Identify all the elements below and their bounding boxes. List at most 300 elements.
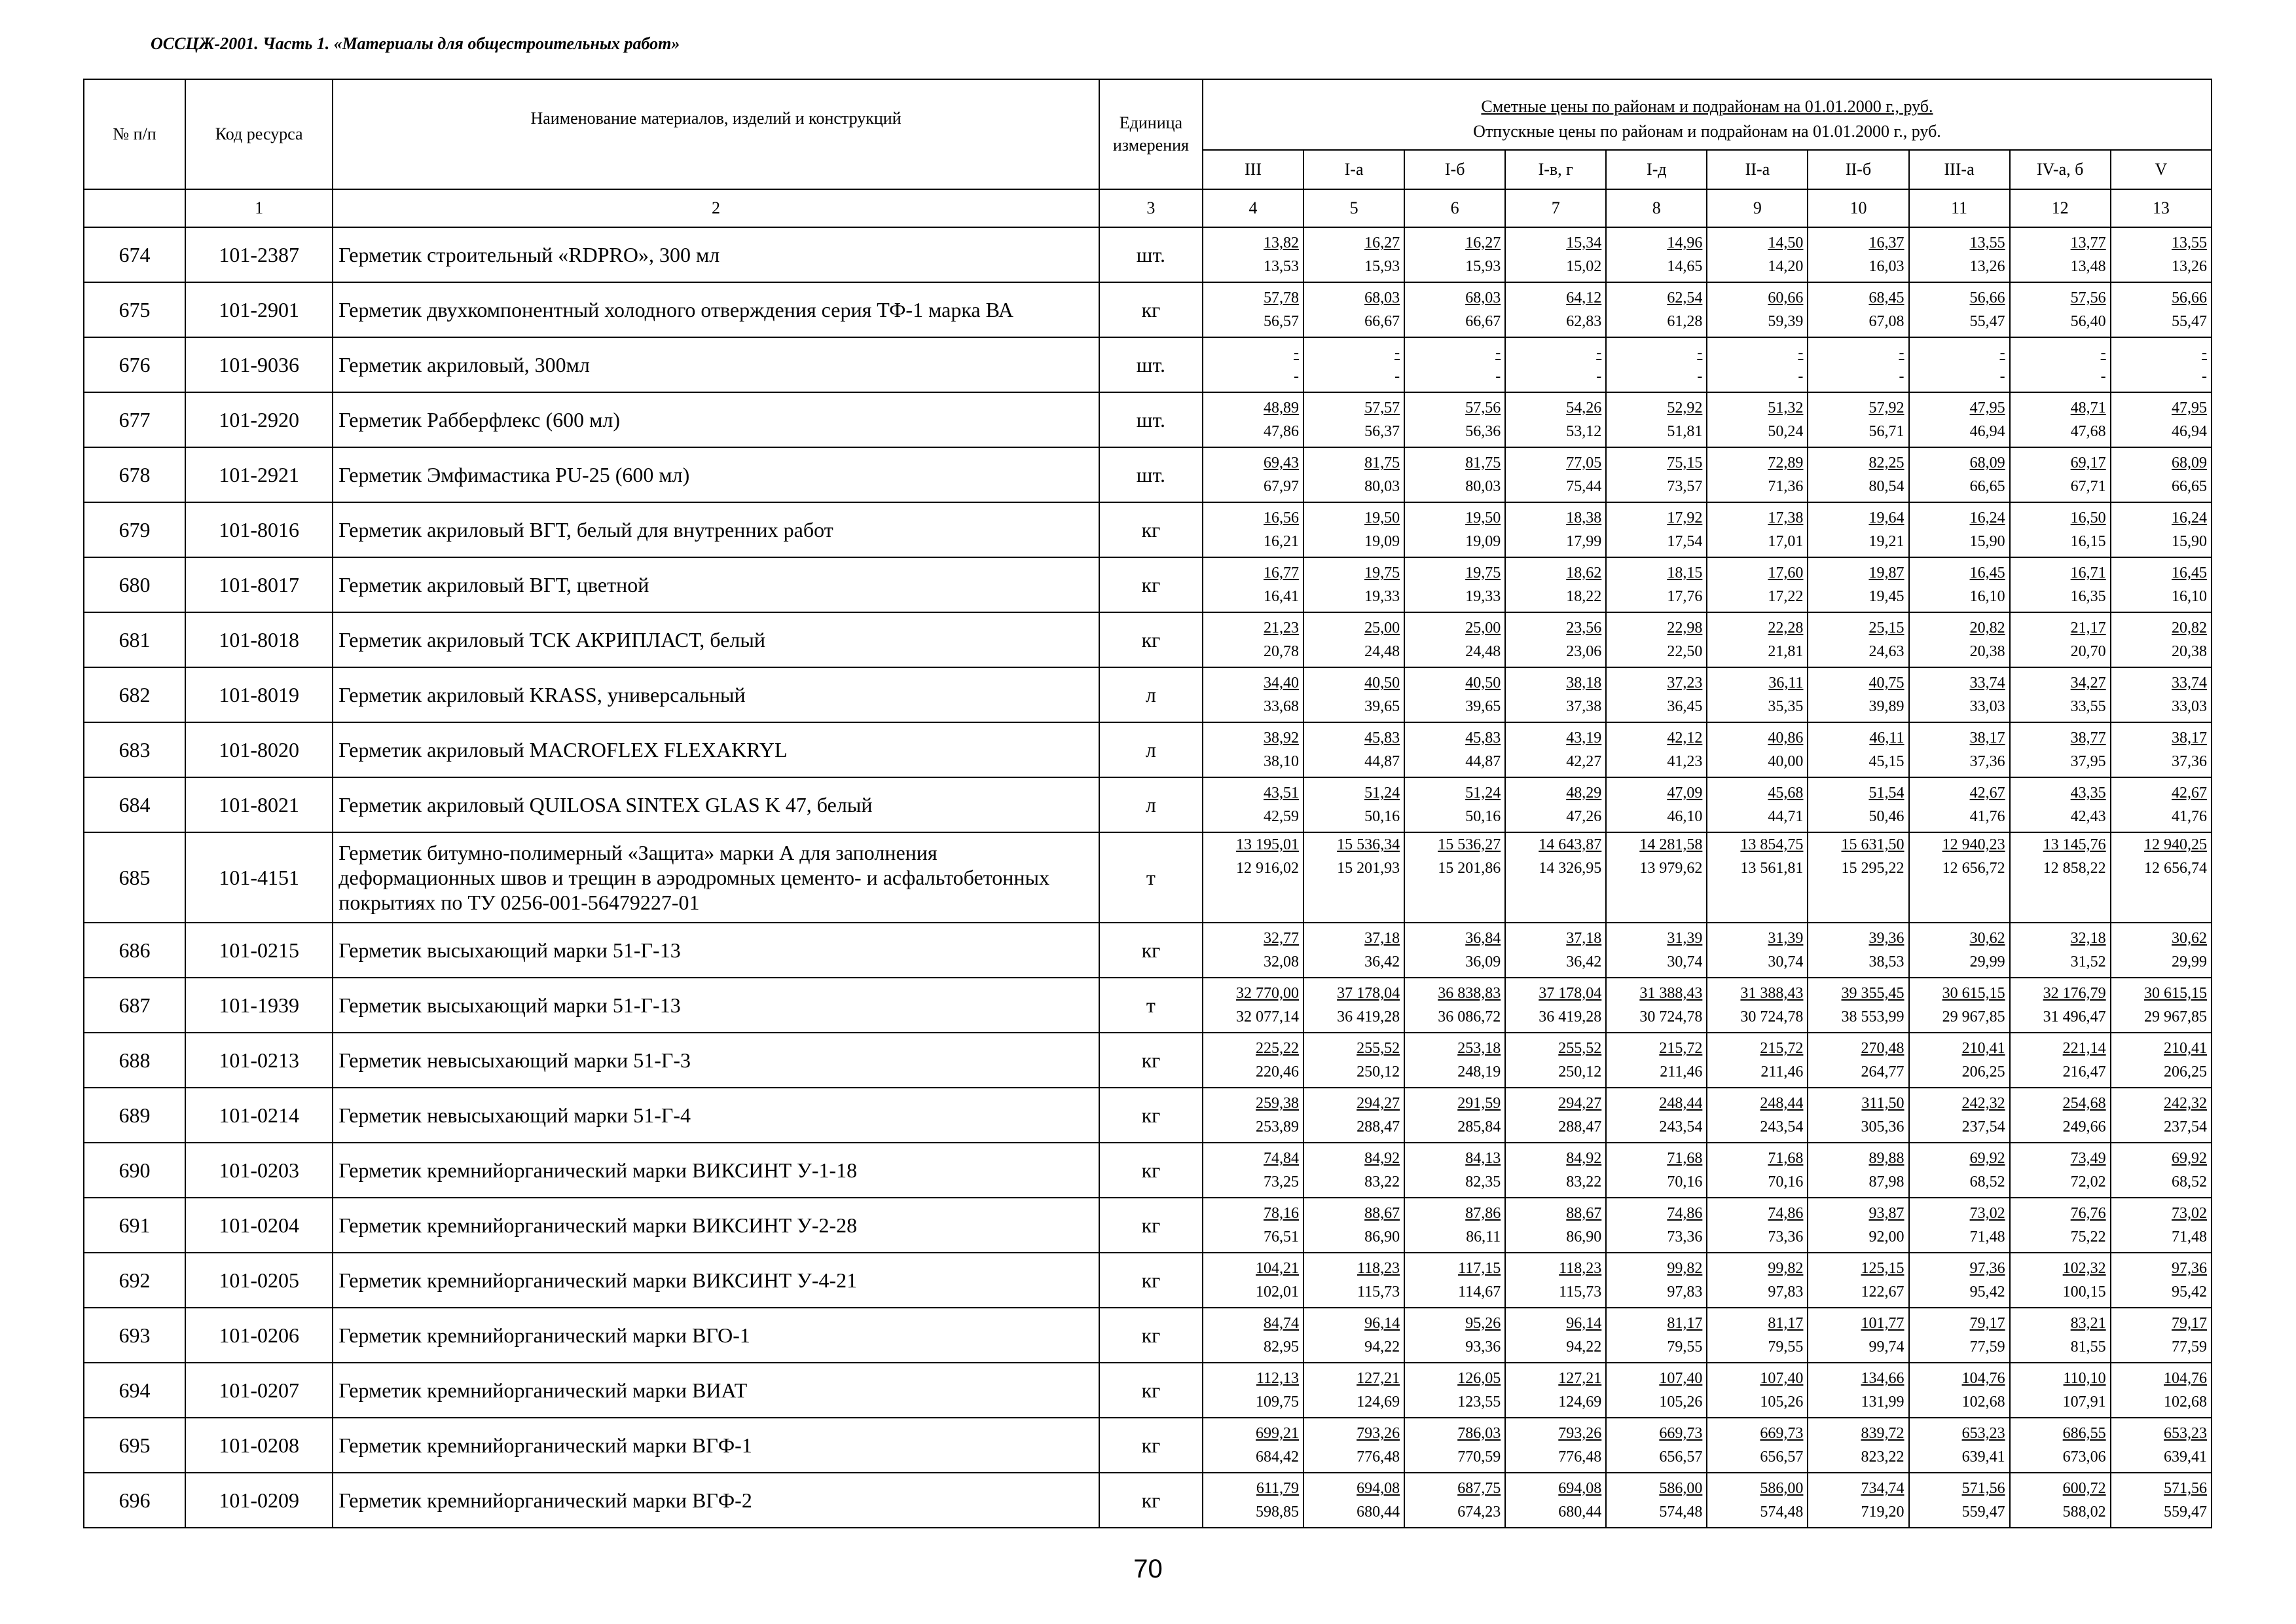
price-cell bbox=[2010, 1088, 2111, 1143]
price-cell bbox=[1909, 557, 2010, 612]
release-price: 18,22 bbox=[1566, 588, 1602, 605]
table-row bbox=[84, 557, 2212, 612]
column-number: 7 bbox=[1505, 189, 1606, 227]
column-number: 6 bbox=[1404, 189, 1505, 227]
row-number: 689 bbox=[84, 1088, 185, 1143]
price-cell bbox=[1707, 447, 1808, 502]
price-cell bbox=[1303, 1033, 1404, 1088]
material-name: Герметик акриловый KRASS, универсальный bbox=[333, 667, 1099, 722]
estimate-price: 14,96 bbox=[1667, 234, 1703, 251]
estimate-price: 96,14 bbox=[1364, 1315, 1400, 1332]
row-number: 688 bbox=[84, 1033, 185, 1088]
row-number: 694 bbox=[84, 1363, 185, 1418]
price-cell bbox=[1606, 1253, 1707, 1308]
release-price: 61,28 bbox=[1667, 313, 1703, 330]
row-number: 679 bbox=[84, 502, 185, 557]
price-cell bbox=[1404, 832, 1505, 923]
estimate-price: 81,17 bbox=[1768, 1315, 1804, 1332]
estimate-price: 14 281,58 bbox=[1639, 836, 1703, 853]
estimate-price: 23,56 bbox=[1566, 619, 1602, 637]
price-cell bbox=[1909, 502, 2010, 557]
price-cell bbox=[1303, 1143, 1404, 1198]
release-price: 46,94 bbox=[2172, 423, 2207, 440]
price-cell bbox=[1505, 777, 1606, 832]
release-price: 30,74 bbox=[1768, 953, 1804, 970]
price-cell bbox=[2111, 1418, 2212, 1473]
estimate-price: 270,48 bbox=[1861, 1040, 1904, 1057]
price-cell bbox=[1707, 1253, 1808, 1308]
estimate-price: 30 615,15 bbox=[1942, 985, 2005, 1002]
release-price: 39,65 bbox=[1465, 698, 1501, 715]
estimate-price: 242,32 bbox=[1961, 1095, 2005, 1112]
estimate-price: 32,77 bbox=[1264, 930, 1300, 947]
estimate-price: 839,72 bbox=[1861, 1425, 1904, 1442]
release-price: 33,55 bbox=[2070, 698, 2106, 715]
material-name: Герметик кремнийорганический марки ВГО-1 bbox=[333, 1308, 1099, 1363]
estimate-price: 69,43 bbox=[1264, 454, 1300, 471]
estimate-price: 586,00 bbox=[1659, 1480, 1703, 1497]
estimate-price: 118,23 bbox=[1559, 1260, 1602, 1277]
estimate-price: 42,67 bbox=[1969, 784, 2005, 802]
price-cell bbox=[1909, 1253, 2010, 1308]
release-price: 19,09 bbox=[1465, 533, 1501, 550]
price-cell bbox=[2111, 447, 2212, 502]
release-price: - bbox=[1798, 368, 1804, 385]
estimate-price: 81,75 bbox=[1364, 454, 1400, 471]
price-cell bbox=[2111, 1143, 2212, 1198]
estimate-price: 31,39 bbox=[1667, 930, 1703, 947]
release-price: 44,87 bbox=[1465, 753, 1501, 770]
column-number: 12 bbox=[2010, 189, 2111, 227]
price-cell bbox=[2010, 502, 2111, 557]
price-cell bbox=[1808, 722, 1908, 777]
region-header: III bbox=[1203, 150, 1303, 189]
material-name: Герметик высыхающий марки 51-Г-13 bbox=[333, 923, 1099, 978]
release-price: 80,03 bbox=[1364, 478, 1400, 495]
estimate-price: 16,27 bbox=[1465, 234, 1501, 251]
estimate-price: 39 355,45 bbox=[1841, 985, 1904, 1002]
release-price: 243,54 bbox=[1760, 1118, 1804, 1135]
estimate-price: 38,17 bbox=[2172, 729, 2207, 747]
price-cell bbox=[2010, 1363, 2111, 1418]
price-cell bbox=[1606, 777, 1707, 832]
release-price: 46,94 bbox=[1969, 423, 2005, 440]
estimate-price: 16,24 bbox=[2172, 509, 2207, 526]
price-cell bbox=[1606, 1473, 1707, 1528]
estimate-price: 43,19 bbox=[1566, 729, 1602, 747]
price-cell bbox=[1505, 1253, 1606, 1308]
price-cell bbox=[1707, 282, 1808, 337]
table-row bbox=[84, 282, 2212, 337]
page-number: 70 bbox=[1133, 1555, 1163, 1583]
price-cell bbox=[1505, 1308, 1606, 1363]
price-cell bbox=[1909, 1308, 2010, 1363]
price-cell bbox=[1808, 1088, 1908, 1143]
release-price: 19,33 bbox=[1364, 588, 1400, 605]
price-cell bbox=[1505, 447, 1606, 502]
estimate-price: 57,92 bbox=[1868, 399, 1904, 416]
region-header: I-б bbox=[1404, 150, 1505, 189]
price-cell bbox=[1606, 1363, 1707, 1418]
estimate-price: 43,51 bbox=[1264, 784, 1300, 802]
material-name: Герметик Рабберфлекс (600 мл) bbox=[333, 392, 1099, 447]
row-number: 681 bbox=[84, 612, 185, 667]
release-price: 123,55 bbox=[1457, 1393, 1501, 1411]
release-price: 22,50 bbox=[1667, 643, 1703, 660]
estimate-price: 48,29 bbox=[1566, 784, 1602, 802]
estimate-price: 36 838,83 bbox=[1438, 985, 1501, 1002]
price-cell bbox=[1808, 1473, 1908, 1528]
estimate-price: 74,86 bbox=[1768, 1205, 1804, 1222]
release-price: 71,48 bbox=[1969, 1228, 2005, 1246]
estimate-price: 95,26 bbox=[1465, 1315, 1501, 1332]
price-cell bbox=[1909, 1363, 2010, 1418]
release-price: 68,52 bbox=[2172, 1173, 2207, 1190]
price-cell bbox=[1303, 832, 1404, 923]
estimate-price: 47,09 bbox=[1667, 784, 1703, 802]
price-cell bbox=[1404, 722, 1505, 777]
estimate-price: 40,75 bbox=[1868, 674, 1904, 692]
price-cell bbox=[1808, 1033, 1908, 1088]
estimate-price: 18,62 bbox=[1566, 564, 1602, 581]
resource-code: 101-0205 bbox=[185, 1253, 333, 1308]
release-price: 105,26 bbox=[1760, 1393, 1804, 1411]
row-number: 692 bbox=[84, 1253, 185, 1308]
release-price: 211,46 bbox=[1760, 1063, 1804, 1080]
release-price: 13 561,81 bbox=[1740, 860, 1804, 877]
estimate-price: 82,25 bbox=[1868, 454, 1904, 471]
estimate-price: 104,76 bbox=[2164, 1370, 2207, 1387]
release-price: 16,21 bbox=[1264, 533, 1300, 550]
release-price: 13 979,62 bbox=[1639, 860, 1703, 877]
estimate-price: 254,68 bbox=[2062, 1095, 2106, 1112]
estimate-price: 669,73 bbox=[1760, 1425, 1804, 1442]
price-cell bbox=[1707, 1198, 1808, 1253]
price-cell bbox=[2111, 392, 2212, 447]
resource-code: 101-9036 bbox=[185, 337, 333, 392]
price-cell bbox=[2010, 777, 2111, 832]
table-row bbox=[84, 1033, 2212, 1088]
release-price: 32,08 bbox=[1264, 953, 1300, 970]
region-header: II-а bbox=[1707, 150, 1808, 189]
unit-of-measure: кг bbox=[1099, 1253, 1203, 1308]
estimate-price: 51,32 bbox=[1768, 399, 1804, 416]
release-price: 86,90 bbox=[1566, 1228, 1602, 1246]
release-price: 16,10 bbox=[1969, 588, 2005, 605]
price-cell bbox=[1303, 1418, 1404, 1473]
estimate-price: 47,95 bbox=[1969, 399, 2005, 416]
release-price: 72,02 bbox=[2070, 1173, 2106, 1190]
release-price: 83,22 bbox=[1364, 1173, 1400, 1190]
estimate-price: 62,54 bbox=[1667, 289, 1703, 306]
release-price: 93,36 bbox=[1465, 1338, 1501, 1356]
release-price: 51,81 bbox=[1667, 423, 1703, 440]
release-price: 102,01 bbox=[1256, 1283, 1300, 1301]
release-price: 15,90 bbox=[1969, 533, 2005, 550]
table-row bbox=[84, 832, 2212, 923]
estimate-price: 84,74 bbox=[1264, 1315, 1300, 1332]
row-number: 678 bbox=[84, 447, 185, 502]
row-number: 683 bbox=[84, 722, 185, 777]
resource-code: 101-0207 bbox=[185, 1363, 333, 1418]
price-title-otpusk: Отпускные цены по районам и подрайонам на 01.01.2000 г., руб. bbox=[1473, 122, 1941, 141]
material-name: Герметик кремнийорганический марки ВИКСИНТ У-4-21 bbox=[333, 1253, 1099, 1308]
release-price: 70,16 bbox=[1667, 1173, 1703, 1190]
column-number: 10 bbox=[1808, 189, 1908, 227]
price-cell bbox=[2111, 777, 2212, 832]
unit-of-measure: т bbox=[1099, 832, 1203, 923]
release-price: 41,76 bbox=[1969, 808, 2005, 825]
price-cell bbox=[1404, 978, 1505, 1033]
price-cell bbox=[2111, 978, 2212, 1033]
estimate-price: 68,03 bbox=[1364, 289, 1400, 306]
release-price: 81,55 bbox=[2070, 1338, 2106, 1356]
estimate-price: 210,41 bbox=[1961, 1040, 2005, 1057]
price-cell bbox=[2010, 832, 2111, 923]
release-price: 24,48 bbox=[1465, 643, 1501, 660]
price-cell bbox=[1203, 1253, 1303, 1308]
row-number: 680 bbox=[84, 557, 185, 612]
price-cell bbox=[2010, 1198, 2111, 1253]
release-price: 673,06 bbox=[2062, 1449, 2106, 1466]
estimate-price: 68,45 bbox=[1868, 289, 1904, 306]
unit-of-measure: кг bbox=[1099, 1473, 1203, 1528]
release-price: 95,42 bbox=[1969, 1283, 2005, 1301]
release-price: 36,42 bbox=[1566, 953, 1602, 970]
price-cell bbox=[1505, 923, 1606, 978]
page-header: ОССЦЖ-2001. Часть 1. «Материалы для общестроительных работ» bbox=[151, 34, 680, 53]
release-price: 100,15 bbox=[2062, 1283, 2106, 1301]
unit-of-measure: кг bbox=[1099, 502, 1203, 557]
estimate-price: 84,92 bbox=[1566, 1150, 1602, 1167]
price-cell bbox=[1203, 612, 1303, 667]
release-price: 23,06 bbox=[1566, 643, 1602, 660]
estimate-price: 242,32 bbox=[2164, 1095, 2207, 1112]
price-cell bbox=[1203, 1143, 1303, 1198]
release-price: 220,46 bbox=[1256, 1063, 1300, 1080]
price-cell bbox=[1808, 978, 1908, 1033]
estimate-price: 104,76 bbox=[1961, 1370, 2005, 1387]
release-price: 77,59 bbox=[1969, 1338, 2005, 1356]
release-price: 67,97 bbox=[1264, 478, 1300, 495]
release-price: 66,67 bbox=[1465, 313, 1501, 330]
estimate-price: 76,76 bbox=[2070, 1205, 2106, 1222]
price-cell bbox=[1404, 282, 1505, 337]
estimate-price: 134,66 bbox=[1861, 1370, 1904, 1387]
price-cell bbox=[1505, 722, 1606, 777]
price-cell bbox=[1404, 612, 1505, 667]
column-number: 3 bbox=[1099, 189, 1203, 227]
estimate-price: 30 615,15 bbox=[2144, 985, 2207, 1002]
release-price: - bbox=[1697, 368, 1703, 385]
price-cell bbox=[1203, 502, 1303, 557]
estimate-price: 75,15 bbox=[1667, 454, 1703, 471]
release-price: 47,68 bbox=[2070, 423, 2106, 440]
material-name: Герметик Эмфимастика PU-25 (600 мл) bbox=[333, 447, 1099, 502]
estimate-price: 51,24 bbox=[1465, 784, 1501, 802]
row-number: 687 bbox=[84, 978, 185, 1033]
release-price: 684,42 bbox=[1256, 1449, 1300, 1466]
column-number-blank bbox=[84, 189, 185, 227]
price-cell bbox=[1505, 1473, 1606, 1528]
release-price: 15 201,86 bbox=[1438, 860, 1501, 877]
price-cell bbox=[1606, 282, 1707, 337]
price-cell bbox=[1404, 227, 1505, 282]
release-price: 86,11 bbox=[1466, 1228, 1501, 1246]
release-price: 639,41 bbox=[1961, 1449, 2005, 1466]
column-number: 9 bbox=[1707, 189, 1808, 227]
release-price: - bbox=[1294, 368, 1300, 385]
price-cell bbox=[1909, 1033, 2010, 1088]
estimate-price: 699,21 bbox=[1256, 1425, 1300, 1442]
price-cell bbox=[1303, 777, 1404, 832]
release-price: 559,47 bbox=[1961, 1504, 2005, 1521]
release-price: 124,69 bbox=[1558, 1393, 1602, 1411]
price-cell bbox=[1909, 227, 2010, 282]
release-price: 24,63 bbox=[1868, 643, 1904, 660]
release-price: 102,68 bbox=[2164, 1393, 2207, 1411]
price-cell bbox=[1203, 667, 1303, 722]
release-price: 20,78 bbox=[1264, 643, 1300, 660]
estimate-price: 259,38 bbox=[1256, 1095, 1300, 1112]
estimate-price: 83,21 bbox=[2070, 1315, 2106, 1332]
price-cell bbox=[1909, 832, 2010, 923]
price-cell bbox=[1404, 777, 1505, 832]
estimate-price: 31,39 bbox=[1768, 930, 1804, 947]
estimate-price: 73,02 bbox=[1969, 1205, 2005, 1222]
release-price: 656,57 bbox=[1659, 1449, 1703, 1466]
release-price: 19,33 bbox=[1465, 588, 1501, 605]
release-price: 102,68 bbox=[1961, 1393, 2005, 1411]
region-header: IV-а, б bbox=[2010, 150, 2111, 189]
price-cell bbox=[1707, 1363, 1808, 1418]
release-price: 305,36 bbox=[1861, 1118, 1904, 1135]
release-price: 71,36 bbox=[1768, 478, 1804, 495]
price-cell bbox=[1909, 1473, 2010, 1528]
price-cell bbox=[2010, 392, 2111, 447]
release-price: 12 916,02 bbox=[1236, 860, 1300, 877]
price-cell bbox=[1707, 777, 1808, 832]
table-row bbox=[84, 1253, 2212, 1308]
estimate-price: 101,77 bbox=[1861, 1315, 1904, 1332]
estimate-price: 54,26 bbox=[1566, 399, 1602, 416]
price-cell bbox=[1303, 502, 1404, 557]
row-number: 691 bbox=[84, 1198, 185, 1253]
release-price: 37,38 bbox=[1566, 698, 1602, 715]
release-price: 80,54 bbox=[1868, 478, 1904, 495]
row-number: 677 bbox=[84, 392, 185, 447]
release-price: 15,02 bbox=[1566, 258, 1602, 275]
unit-of-measure: кг bbox=[1099, 1308, 1203, 1363]
price-cell bbox=[2010, 282, 2111, 337]
price-cell bbox=[1707, 1418, 1808, 1473]
estimate-price: 255,52 bbox=[1558, 1040, 1602, 1057]
release-price: 105,26 bbox=[1659, 1393, 1703, 1411]
price-cell bbox=[1404, 1363, 1505, 1418]
table-row bbox=[84, 227, 2212, 282]
release-price: 206,25 bbox=[1961, 1063, 2005, 1080]
estimate-price: 32 770,00 bbox=[1236, 985, 1300, 1002]
release-price: 42,43 bbox=[2070, 808, 2106, 825]
estimate-price: 16,27 bbox=[1364, 234, 1400, 251]
price-cell bbox=[1404, 1033, 1505, 1088]
price-group-header bbox=[1203, 79, 2212, 150]
price-cell bbox=[1707, 392, 1808, 447]
release-price: 17,54 bbox=[1667, 533, 1703, 550]
resource-code: 101-2387 bbox=[185, 227, 333, 282]
price-cell bbox=[1707, 557, 1808, 612]
release-price: 36 086,72 bbox=[1438, 1008, 1501, 1025]
estimate-price: 291,59 bbox=[1457, 1095, 1501, 1112]
price-cell bbox=[2010, 227, 2111, 282]
unit-of-measure: шт. bbox=[1099, 447, 1203, 502]
price-cell bbox=[1606, 978, 1707, 1033]
estimate-price: 39,36 bbox=[1868, 930, 1904, 947]
release-price: 12 858,22 bbox=[2043, 860, 2106, 877]
col-header-name: Наименование материалов, изделий и конструкций bbox=[333, 79, 1099, 189]
estimate-price: 40,50 bbox=[1364, 674, 1400, 692]
release-price: 674,23 bbox=[1457, 1504, 1501, 1521]
release-price: 598,85 bbox=[1256, 1504, 1300, 1521]
estimate-price: 25,15 bbox=[1868, 619, 1904, 637]
estimate-price: 79,17 bbox=[1969, 1315, 2005, 1332]
price-cell bbox=[1808, 1253, 1908, 1308]
estimate-price: 15 536,27 bbox=[1438, 836, 1501, 853]
price-cell bbox=[1203, 923, 1303, 978]
release-price: 114,67 bbox=[1458, 1283, 1501, 1301]
material-name: Герметик акриловый ВГТ, белый для внутренних работ bbox=[333, 502, 1099, 557]
price-cell bbox=[2111, 337, 2212, 392]
table-row bbox=[84, 392, 2212, 447]
release-price: 30,74 bbox=[1667, 953, 1703, 970]
release-price: 66,67 bbox=[1364, 313, 1400, 330]
estimate-price: 669,73 bbox=[1659, 1425, 1703, 1442]
release-price: 15,93 bbox=[1465, 258, 1501, 275]
price-cell bbox=[1808, 502, 1908, 557]
region-header: III-а bbox=[1909, 150, 2010, 189]
column-number: 8 bbox=[1606, 189, 1707, 227]
price-cell bbox=[1808, 447, 1908, 502]
estimate-price: 25,00 bbox=[1465, 619, 1501, 637]
release-price: 211,46 bbox=[1660, 1063, 1703, 1080]
region-header: I-в, г bbox=[1505, 150, 1606, 189]
price-cell bbox=[1203, 722, 1303, 777]
estimate-price: 17,60 bbox=[1768, 564, 1804, 581]
estimate-price: 13 195,01 bbox=[1236, 836, 1300, 853]
estimate-price: 37,18 bbox=[1364, 930, 1400, 947]
resource-code: 101-8019 bbox=[185, 667, 333, 722]
estimate-price: 15 536,34 bbox=[1337, 836, 1400, 853]
release-price: 73,36 bbox=[1667, 1228, 1703, 1246]
resource-code: 101-0204 bbox=[185, 1198, 333, 1253]
release-price: 36,09 bbox=[1465, 953, 1501, 970]
column-number: 4 bbox=[1203, 189, 1303, 227]
price-cell bbox=[1909, 923, 2010, 978]
price-cell bbox=[1203, 777, 1303, 832]
resource-code: 101-4151 bbox=[185, 832, 333, 923]
estimate-price: 32,18 bbox=[2070, 930, 2106, 947]
estimate-price: 110,10 bbox=[2063, 1370, 2106, 1387]
material-name: Герметик битумно-полимерный «Защита» марки А для заполнения деформационных швов и трещин в аэродромных цементо- и асфальтобетонных покрытиях по ТУ 0256-001-56479227-01 bbox=[333, 832, 1099, 923]
price-cell bbox=[1203, 1418, 1303, 1473]
release-price: 29,99 bbox=[1969, 953, 2005, 970]
estimate-price: 34,40 bbox=[1264, 674, 1300, 692]
release-price: 29 967,85 bbox=[1942, 1008, 2005, 1025]
unit-of-measure: кг bbox=[1099, 557, 1203, 612]
table-body bbox=[84, 227, 2212, 1528]
estimate-price: 84,92 bbox=[1364, 1150, 1400, 1167]
release-price: 124,69 bbox=[1357, 1393, 1400, 1411]
